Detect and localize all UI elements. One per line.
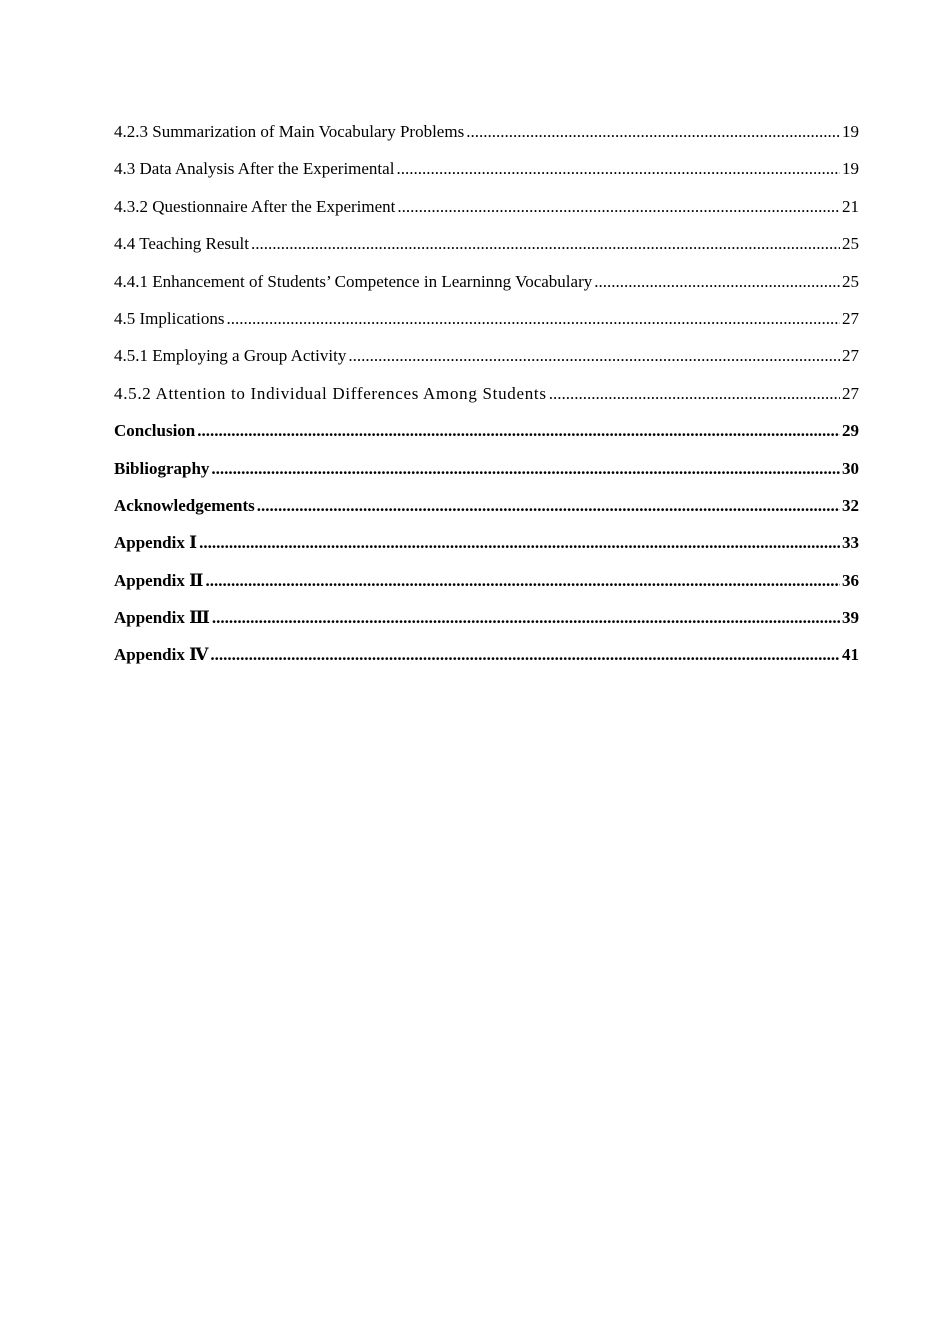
toc-leader-dots bbox=[226, 307, 840, 331]
toc-entry-page: 19 bbox=[842, 159, 859, 179]
toc-entry-appendix-3[interactable] bbox=[114, 606, 859, 643]
toc-entry-page: 27 bbox=[842, 383, 859, 403]
toc-entry-bibliography[interactable] bbox=[114, 457, 859, 494]
toc-entry-title: 4.3 Data Analysis After the Experimental bbox=[114, 159, 395, 179]
toc-entry-page: 25 bbox=[842, 271, 859, 291]
toc-leader-dots bbox=[212, 606, 840, 630]
toc-entry-title: 4.5 Implications bbox=[114, 308, 225, 328]
toc-entry-appendix-2[interactable] bbox=[114, 569, 859, 606]
toc-entry-title: 4.5.2 Attention to Individual Differences Among Students bbox=[114, 383, 547, 403]
toc-entry-4-4-1[interactable] bbox=[114, 270, 859, 307]
toc-entry-title: 4.4 Teaching Result bbox=[114, 234, 249, 254]
toc-leader-dots bbox=[594, 270, 840, 294]
toc-entry-title: Appendix Ⅳ bbox=[114, 645, 209, 665]
toc-entry-page: 36 bbox=[842, 570, 859, 590]
toc-leader-dots bbox=[197, 419, 840, 443]
toc-entry-title: 4.5.1 Employing a Group Activity bbox=[114, 346, 347, 366]
toc-entry-4-3[interactable] bbox=[114, 157, 859, 194]
toc-leader-dots bbox=[210, 643, 840, 667]
toc-entry-page: 27 bbox=[842, 308, 859, 328]
toc-leader-dots bbox=[211, 457, 840, 481]
toc-entry-appendix-4[interactable] bbox=[114, 643, 859, 680]
toc-leader-dots bbox=[205, 569, 840, 593]
toc-entry-4-5-1[interactable] bbox=[114, 344, 859, 381]
toc-entry-title: Appendix Ⅱ bbox=[114, 570, 204, 590]
toc-entry-title: Conclusion bbox=[114, 421, 196, 441]
toc-entry-4-2-3[interactable] bbox=[114, 120, 859, 157]
toc-entry-page: 39 bbox=[842, 608, 859, 628]
toc-entry-4-5-2[interactable] bbox=[114, 382, 859, 419]
toc-entry-acknowledgements[interactable] bbox=[114, 494, 859, 531]
toc-entry-title: Appendix Ⅰ bbox=[114, 533, 198, 553]
toc-entry-4-4[interactable] bbox=[114, 232, 859, 269]
toc-entry-page: 29 bbox=[842, 421, 859, 441]
toc-entry-appendix-1[interactable] bbox=[114, 531, 859, 568]
table-of-contents bbox=[114, 120, 859, 681]
toc-entry-title: Bibliography bbox=[114, 458, 210, 478]
toc-entry-page: 21 bbox=[842, 196, 859, 216]
toc-leader-dots bbox=[549, 382, 840, 406]
toc-entry-conclusion[interactable] bbox=[114, 419, 859, 456]
toc-entry-page: 27 bbox=[842, 346, 859, 366]
toc-entry-page: 19 bbox=[842, 122, 859, 141]
toc-entry-4-5[interactable] bbox=[114, 307, 859, 344]
toc-entry-4-3-2[interactable] bbox=[114, 195, 859, 232]
toc-entry-page: 41 bbox=[842, 645, 859, 665]
toc-leader-dots bbox=[199, 531, 840, 555]
toc-leader-dots bbox=[257, 494, 840, 518]
toc-leader-dots bbox=[251, 232, 840, 256]
toc-entry-title: 4.3.2 Questionnaire After the Experiment bbox=[114, 196, 396, 216]
toc-leader-dots bbox=[348, 344, 840, 368]
toc-entry-page: 33 bbox=[842, 533, 859, 553]
toc-entry-title: Appendix Ⅲ bbox=[114, 608, 210, 628]
toc-entry-page: 25 bbox=[842, 234, 859, 254]
toc-leader-dots bbox=[397, 195, 840, 219]
toc-entry-page: 32 bbox=[842, 495, 859, 515]
toc-entry-title: 4.2.3 Summarization of Main Vocabulary Problems bbox=[114, 122, 465, 141]
toc-entry-title: 4.4.1 Enhancement of Students’ Competence in Learninng Vocabulary bbox=[114, 271, 593, 291]
toc-leader-dots bbox=[396, 157, 840, 181]
toc-leader-dots bbox=[466, 120, 840, 144]
toc-entry-page: 30 bbox=[842, 458, 859, 478]
toc-entry-title: Acknowledgements bbox=[114, 495, 255, 515]
